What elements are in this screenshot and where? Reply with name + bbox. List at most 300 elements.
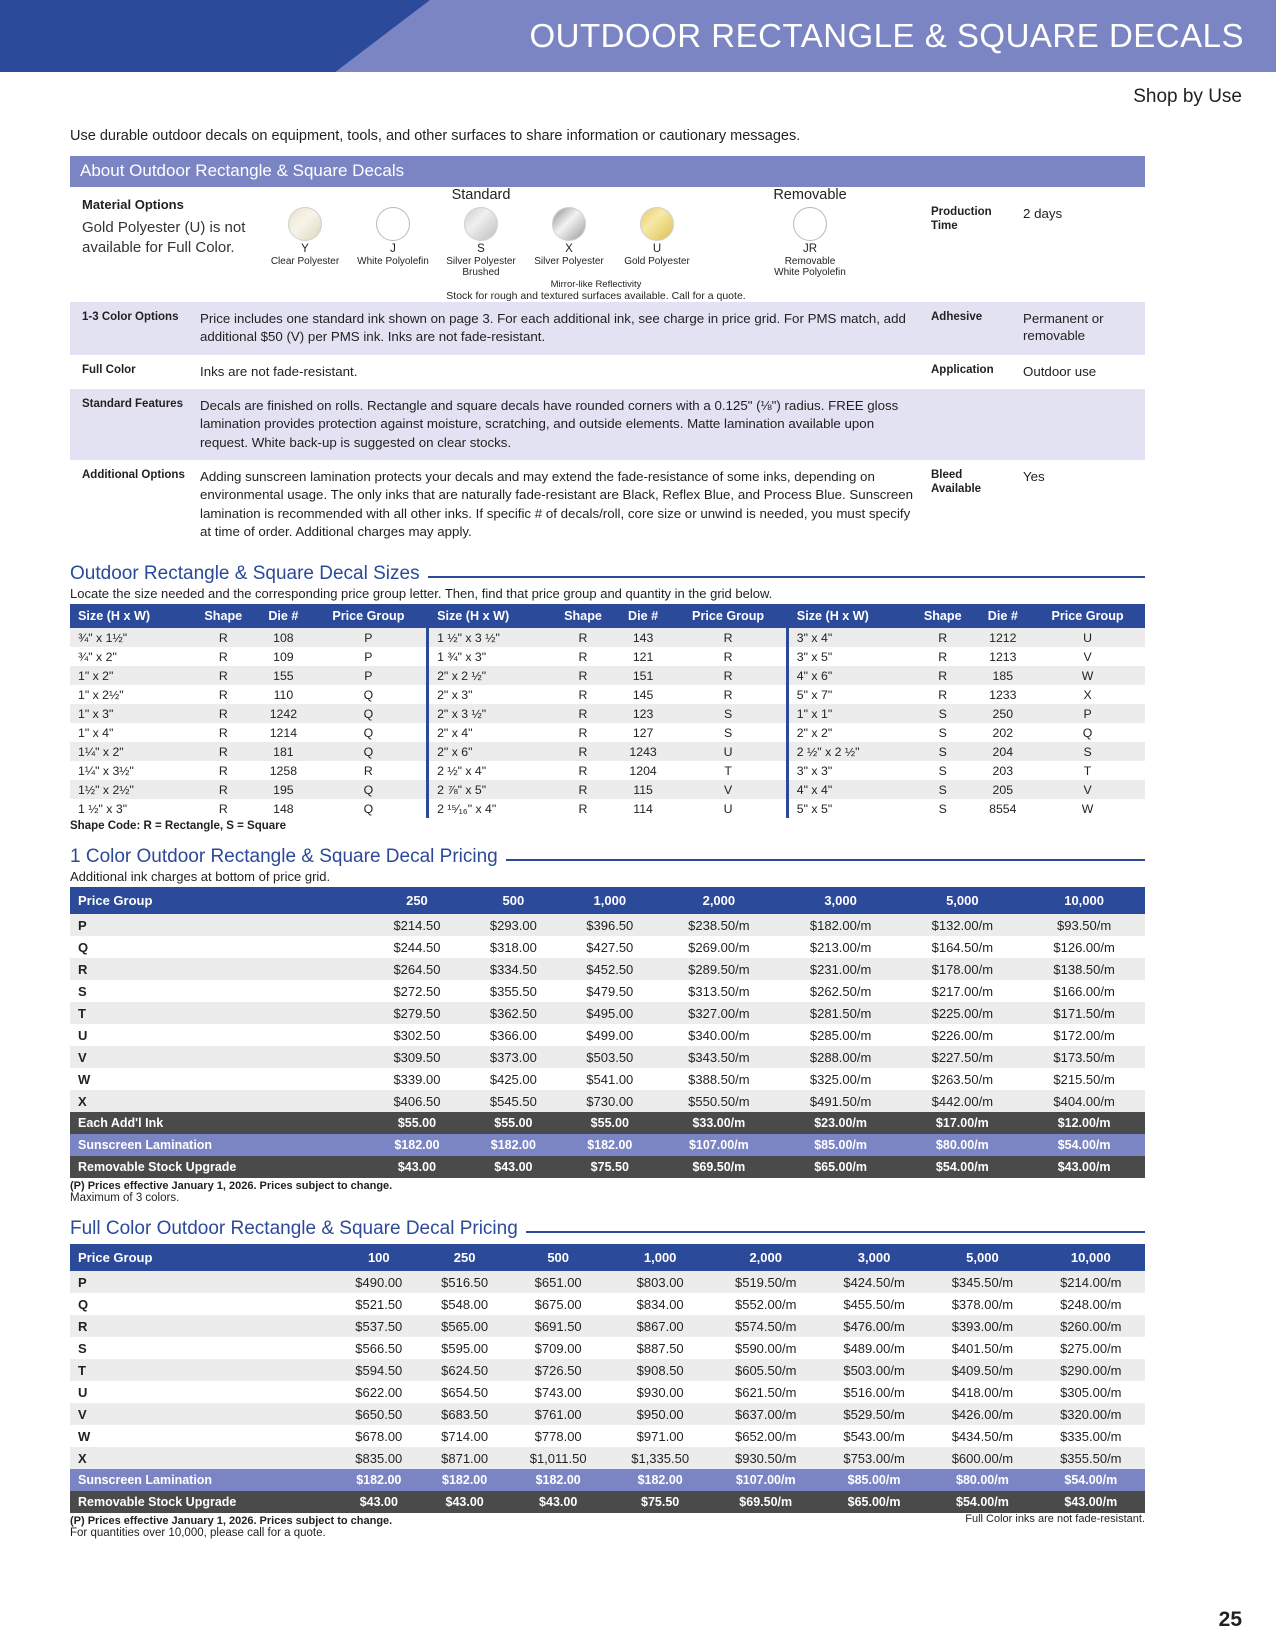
price-cell: $1,335.50 <box>631 1450 690 1466</box>
heading-rule <box>526 1231 1145 1233</box>
price-cell: $55.00 <box>369 1112 465 1134</box>
price-cell: $43.00 <box>508 1491 609 1513</box>
price-cell: $43.00 <box>336 1491 422 1513</box>
size-cell: R <box>218 763 228 778</box>
size-cell: R <box>578 649 588 664</box>
price-cell: $285.00/m <box>809 1027 872 1043</box>
price-cell: $971.00 <box>636 1428 684 1444</box>
about-row-value: Adding sunscreen lamination protects your decals and may extend the fade-resistance of some inks, depending on environmental usage. The only inks that are naturally fade-resistant are Black, Reflex Blue, and Process Blue. Sunscreen lamination is recommended with all other inks. If specific # of decals/roll, core size or unwind is needed, you must specify at time of order. Additional charges may apply. <box>200 469 914 540</box>
price-cell: $318.00 <box>489 939 537 955</box>
size-table-body <box>70 628 1145 818</box>
pricing-1color-subtext: Additional ink charges at bottom of price grid. <box>70 869 331 885</box>
size-cell: 1233 <box>989 687 1017 702</box>
size-cell: 203 <box>992 763 1014 778</box>
size-cell: V <box>723 782 733 797</box>
price-cell: $637.00/m <box>734 1406 797 1422</box>
shop-by-use-label: Shop by Use <box>1133 86 1242 107</box>
price-cell: P <box>78 917 87 933</box>
about-rows <box>70 302 1145 549</box>
size-cell: Q <box>1082 725 1093 740</box>
price-cell: Removable Stock Upgrade <box>70 1156 369 1178</box>
size-cell: 1" x 2" <box>78 668 114 683</box>
price-cell: $231.00/m <box>809 961 872 977</box>
price-cell: $678.00 <box>355 1428 403 1444</box>
price-cell: $182.00/m <box>809 917 872 933</box>
price-cell: $753.00/m <box>843 1450 905 1466</box>
about-row-right-value <box>1017 389 1145 460</box>
size-col-header: Shape <box>550 604 616 628</box>
price-cell: $55.00 <box>562 1112 658 1134</box>
price-cell: $503.50 <box>586 1049 634 1065</box>
material-swatch-u <box>619 207 695 278</box>
price-cell: $182.00 <box>336 1469 422 1491</box>
size-cell: R <box>938 687 948 702</box>
price-cell: $743.00 <box>534 1384 582 1400</box>
size-cell: 148 <box>273 801 294 816</box>
price-cell: U <box>78 1384 88 1400</box>
material-swatch-j <box>355 207 431 278</box>
price-col-header: 250 <box>369 887 465 914</box>
size-cell: U <box>1083 630 1092 645</box>
production-time-block <box>925 187 1145 302</box>
size-cell: 1½" x 2½" <box>78 782 134 797</box>
price-cell: Q <box>78 939 89 955</box>
price-cell: $269.00/m <box>688 939 750 955</box>
table-row <box>70 1381 1145 1403</box>
price-cell: $355.50 <box>489 983 537 999</box>
price-cell: $309.50 <box>393 1049 441 1065</box>
price-col-header: 500 <box>508 1244 609 1271</box>
price-cell: $107.00/m <box>712 1469 820 1491</box>
size-cell: 2 ½" x 4" <box>428 761 551 780</box>
price-cell: $650.50 <box>355 1406 403 1422</box>
price-cell: $54.00/m <box>901 1156 1023 1178</box>
table-row <box>70 1447 1145 1469</box>
size-cell: 2" x 2" <box>787 723 910 742</box>
size-cell: V <box>1083 782 1092 797</box>
material-options-panel <box>70 187 1145 302</box>
table-row <box>70 1315 1145 1337</box>
price-cell: $69.50/m <box>712 1491 820 1513</box>
size-cell: R <box>723 687 733 702</box>
about-row-label: Standard Features <box>82 398 183 411</box>
price-cell: $654.50 <box>441 1384 489 1400</box>
price-cell: $182.00 <box>465 1134 561 1156</box>
price-cell: $345.50/m <box>951 1274 1014 1290</box>
price-cell: $543.00/m <box>843 1428 905 1444</box>
price-cell: $406.50 <box>393 1093 441 1109</box>
size-cell: R <box>578 687 588 702</box>
swatch-name: Removable White Polyolefin <box>774 255 846 278</box>
swatch-name: White Polyolefin <box>357 255 429 267</box>
price-col-header: 2,000 <box>658 887 780 914</box>
size-cell: 2" x 3" <box>428 685 551 704</box>
price-cell: $476.00/m <box>843 1318 905 1334</box>
size-col-header: Die # <box>976 604 1031 628</box>
price-cell: $621.50/m <box>734 1384 797 1400</box>
size-cell: 202 <box>992 725 1014 740</box>
size-cell: S <box>938 801 947 816</box>
price-cell: $519.50/m <box>734 1274 797 1290</box>
price-cell: $495.00 <box>586 1005 634 1021</box>
size-cell: 114 <box>633 801 653 816</box>
price-cell: $43.00 <box>465 1156 561 1178</box>
price-cell: $378.00/m <box>951 1296 1014 1312</box>
price-cell: Sunscreen Lamination <box>70 1134 369 1156</box>
price-cell: $605.50/m <box>734 1362 797 1378</box>
price-cell: $565.00 <box>441 1318 489 1334</box>
size-col-header: Price Group <box>311 604 428 628</box>
price-cell: $54.00/m <box>928 1491 1036 1513</box>
size-cell: 5" x 7" <box>787 685 910 704</box>
price-cell: $930.00 <box>636 1384 684 1400</box>
price-cell: $479.50 <box>586 983 634 999</box>
size-cell: 143 <box>632 630 654 645</box>
size-table <box>70 604 1145 818</box>
price-cell: $427.50 <box>586 939 634 955</box>
price-cell: W <box>78 1071 91 1087</box>
price-cell: $182.00 <box>369 1134 465 1156</box>
size-cell: R <box>938 630 948 645</box>
table-row <box>70 914 1145 936</box>
size-cell: R <box>578 630 588 645</box>
table-row <box>70 780 1145 799</box>
swatch-circle-icon <box>464 207 498 241</box>
price-col-header: 100 <box>336 1244 422 1271</box>
price-cell: $340.00/m <box>688 1027 750 1043</box>
price-cell: $366.00 <box>489 1027 537 1043</box>
price-cell: $930.50/m <box>734 1450 797 1466</box>
size-cell: S <box>723 725 733 740</box>
price-cell: $85.00/m <box>780 1134 902 1156</box>
size-col-header: Die # <box>616 604 671 628</box>
material-swatch-y <box>267 207 343 278</box>
size-cell: 2 ½" x 2 ½" <box>787 742 910 761</box>
price-cell: $537.50 <box>355 1318 403 1334</box>
price-cell: $288.00/m <box>809 1049 872 1065</box>
price-cell: $545.50 <box>489 1093 537 1109</box>
price-cell: X <box>78 1450 87 1466</box>
size-cell: W <box>1081 668 1094 683</box>
size-cell: R <box>578 744 588 759</box>
size-cell: 1 ½" x 3 ½" <box>428 628 551 647</box>
pricing-1color-header-row <box>70 887 1145 914</box>
size-cell: R <box>578 763 588 778</box>
price-cell: $43.00 <box>422 1491 508 1513</box>
price-cell: $107.00/m <box>658 1134 780 1156</box>
about-row-value: Price includes one standard ink shown on page 3. For each additional ink, see charge in price grid. For PMS match, add additional $50 (V) per PMS ink. Inks are not fade-resistant. <box>200 311 906 345</box>
price-cell: $595.00 <box>441 1340 489 1356</box>
price-cell: $335.00/m <box>1060 1428 1122 1444</box>
size-cell: R <box>218 801 228 816</box>
price-cell: V <box>78 1406 87 1422</box>
price-cell: $215.50/m <box>1053 1071 1115 1087</box>
size-cell: S <box>938 706 947 721</box>
price-cell: $172.00/m <box>1053 1027 1115 1043</box>
size-cell: R <box>363 763 373 778</box>
price-cell: $803.00 <box>636 1274 684 1290</box>
table-row <box>70 1271 1145 1293</box>
about-row-value: Inks are not fade-resistant. <box>200 363 358 379</box>
table-row <box>70 628 1145 647</box>
material-options-text <box>70 187 267 302</box>
price-cell: $93.50/m <box>1057 917 1112 933</box>
pricing-1color-heading <box>70 846 1145 868</box>
price-cell: $491.50/m <box>809 1093 872 1109</box>
price-cell: $54.00/m <box>1037 1469 1145 1491</box>
size-cell: S <box>723 706 733 721</box>
price-cell: $293.00 <box>489 917 537 933</box>
price-cell: $334.50 <box>489 961 537 977</box>
size-cell: 185 <box>992 668 1014 683</box>
about-row-right-value: Outdoor use <box>1023 363 1097 379</box>
price-cell: U <box>78 1027 88 1043</box>
swatch-code: S <box>477 243 485 255</box>
size-cell: Q <box>363 801 374 816</box>
standard-group-label: Standard <box>451 187 511 203</box>
price-cell: $339.00 <box>393 1071 441 1087</box>
price-cell: $80.00/m <box>928 1469 1036 1491</box>
size-cell: 181 <box>273 744 294 759</box>
sizes-heading-text: Outdoor Rectangle & Square Decal Sizes <box>70 563 420 585</box>
size-cell: 1258 <box>269 763 298 778</box>
size-cell: 2" x 2 ½" <box>428 666 551 685</box>
about-row-value: Decals are finished on rolls. Rectangle and square decals have rounded corners with a 0.125" (⅛") radius. FREE gloss lamination provides protection against moisture, scratching, and outside elements. Matte lamination available upon request. White back-up is suggested on clear stocks. <box>200 398 899 450</box>
size-cell: Q <box>363 687 374 702</box>
price-cell: $138.50/m <box>1053 961 1115 977</box>
price-cell: $835.00 <box>355 1450 403 1466</box>
about-row-label: Additional Options <box>82 469 185 482</box>
price-cell: $594.50 <box>355 1362 403 1378</box>
swatch-name: Clear Polyester <box>270 255 340 267</box>
size-cell: Q <box>363 706 374 721</box>
price-cell: T <box>78 1005 86 1021</box>
price-col-header: 10,000 <box>1023 887 1145 914</box>
table-row <box>70 936 1145 958</box>
price-cell: $726.50 <box>534 1362 582 1378</box>
price-special-row <box>70 1112 1145 1134</box>
price-cell: Each Add'l Ink <box>70 1112 369 1134</box>
price-cell: $164.50/m <box>931 939 994 955</box>
about-row <box>70 302 1145 355</box>
price-cell: S <box>78 1340 87 1356</box>
price-cell: $503.00/m <box>843 1362 905 1378</box>
size-col-header: Size (H x W) <box>428 604 551 628</box>
material-options-label: Material Options <box>82 197 184 212</box>
about-row-right-value: Yes <box>1023 469 1045 485</box>
about-row-right-label: Adhesive <box>931 311 983 324</box>
about-row-right-label <box>925 389 1017 460</box>
price-cell: $600.00/m <box>951 1450 1014 1466</box>
about-row <box>70 389 1145 460</box>
table-row <box>70 980 1145 1002</box>
price-cell: $85.00/m <box>820 1469 928 1491</box>
size-cell: T <box>724 763 732 778</box>
size-cell: 145 <box>632 687 654 702</box>
price-cell: T <box>78 1362 86 1378</box>
price-cell: $302.50 <box>393 1027 441 1043</box>
price-cell: $214.00/m <box>1060 1274 1122 1290</box>
about-heading: About Outdoor Rectangle & Square Decals <box>70 156 1145 187</box>
price-cell: $424.50/m <box>843 1274 905 1290</box>
heading-rule <box>506 859 1145 861</box>
pricing-fullcolor-heading-text: Full Color Outdoor Rectangle & Square Decal Pricing <box>70 1218 518 1240</box>
price-cell: $54.00/m <box>1023 1134 1145 1156</box>
size-cell: 2 ¹⁵⁄₁₆" x 4" <box>428 799 551 818</box>
price-cell: $675.00 <box>534 1296 582 1312</box>
production-time-value: 2 days <box>1023 206 1063 221</box>
price-cell: $714.00 <box>441 1428 489 1444</box>
pricing-1color-table <box>70 887 1145 1178</box>
size-cell: 1213 <box>989 649 1017 664</box>
price-cell: $23.00/m <box>780 1112 902 1134</box>
size-cell: 4" x 4" <box>787 780 910 799</box>
about-row-right-label: Bleed Available <box>931 469 982 496</box>
price-cell: $320.00/m <box>1060 1406 1122 1422</box>
price-cell: $362.50 <box>489 1005 537 1021</box>
size-cell: P <box>364 649 373 664</box>
size-cell: R <box>723 630 733 645</box>
swatch-code: X <box>565 243 573 255</box>
price-cell: $166.00/m <box>1053 983 1115 999</box>
price-cell: $214.50 <box>393 917 441 933</box>
price-cell: $182.00 <box>508 1469 609 1491</box>
size-cell: 1 ¾" x 3" <box>428 647 551 666</box>
size-table-header-row <box>70 604 1145 628</box>
price-cell: $290.00/m <box>1060 1362 1122 1378</box>
price-cell: $313.50/m <box>688 983 750 999</box>
about-row-label: 1-3 Color Options <box>82 311 179 324</box>
size-cell: 1 ½" x 3" <box>78 801 128 816</box>
price-cell: $550.50/m <box>688 1093 750 1109</box>
size-cell: R <box>218 706 228 721</box>
price-cell: $455.50/m <box>843 1296 905 1312</box>
size-cell: R <box>723 668 733 683</box>
price-cell: $305.00/m <box>1060 1384 1122 1400</box>
size-cell: 2 ⅞" x 5" <box>428 780 551 799</box>
price-cell: $17.00/m <box>901 1112 1023 1134</box>
size-col-header: Die # <box>256 604 311 628</box>
table-row <box>70 1024 1145 1046</box>
size-col-header: Size (H x W) <box>70 604 190 628</box>
price-cell: $574.50/m <box>734 1318 797 1334</box>
material-swatch-s <box>443 207 519 278</box>
heading-rule <box>428 576 1145 578</box>
price-cell: $761.00 <box>534 1406 582 1422</box>
size-cell: 1242 <box>269 706 298 721</box>
table-row <box>70 1293 1145 1315</box>
price-col-header: 500 <box>465 887 561 914</box>
pricing-fullcolor-body <box>70 1271 1145 1513</box>
size-cell: R <box>218 725 228 740</box>
pricing-fullcolor-heading <box>70 1218 1145 1240</box>
price-cell: $552.00/m <box>734 1296 797 1312</box>
size-cell: R <box>578 668 588 683</box>
swatch-circle-icon <box>552 207 586 241</box>
table-row <box>70 958 1145 980</box>
price-cell: $908.50 <box>636 1362 684 1378</box>
swatch-name: Silver Polyester <box>534 255 604 267</box>
about-row-right-label: Application <box>931 363 994 376</box>
table-row <box>70 1068 1145 1090</box>
size-cell: 1243 <box>629 744 657 759</box>
price-cell: $75.50 <box>562 1156 658 1178</box>
price-cell: $516.50 <box>441 1274 489 1290</box>
price-cell: $529.50/m <box>843 1406 905 1422</box>
price-cell: $590.00/m <box>734 1340 797 1356</box>
price-cell: $244.50 <box>393 939 441 955</box>
price-cell: $227.50/m <box>931 1049 994 1065</box>
price-cell: $548.00 <box>441 1296 489 1312</box>
size-cell: 115 <box>633 782 653 797</box>
size-cell: 5" x 5" <box>787 799 910 818</box>
pricing-1color-footnote-1: (P) Prices effective January 1, 2026. Prices subject to change. <box>70 1180 393 1193</box>
size-cell: 155 <box>273 668 294 683</box>
size-cell: 1" x 3" <box>78 706 114 721</box>
price-cell: $213.00/m <box>809 939 872 955</box>
table-row <box>70 761 1145 780</box>
table-row <box>70 647 1145 666</box>
price-col-header: 3,000 <box>780 887 902 914</box>
price-col-header: 5,000 <box>901 887 1023 914</box>
material-swatch-x <box>531 207 607 278</box>
size-cell: U <box>723 801 733 816</box>
price-cell: $425.00 <box>489 1071 537 1087</box>
size-cell: Q <box>363 725 374 740</box>
price-cell: $217.00/m <box>931 983 994 999</box>
size-cell: ¾" x 1½" <box>78 630 128 645</box>
size-col-header: Shape <box>910 604 976 628</box>
price-cell: $566.50 <box>355 1340 403 1356</box>
price-cell: $434.50/m <box>951 1428 1014 1444</box>
price-cell: $709.00 <box>534 1340 582 1356</box>
price-special-row <box>70 1491 1145 1513</box>
stock-note: Stock for rough and textured surfaces available. Call for a quote. <box>446 290 746 303</box>
swatch-code: U <box>652 243 662 255</box>
price-cell: $834.00 <box>636 1296 684 1312</box>
price-cell: $260.00/m <box>1060 1318 1122 1334</box>
shape-code-note: Shape Code: R = Rectangle, S = Square <box>70 820 287 833</box>
price-cell: $65.00/m <box>820 1491 928 1513</box>
size-cell: 108 <box>273 630 294 645</box>
size-cell: R <box>938 668 948 683</box>
price-col-header: 1,000 <box>562 887 658 914</box>
size-cell: R <box>218 687 228 702</box>
price-cell: X <box>78 1093 87 1109</box>
size-cell: 3" x 5" <box>787 647 910 666</box>
price-cell: V <box>78 1049 87 1065</box>
price-cell: $867.00 <box>636 1318 684 1334</box>
price-cell: $393.00/m <box>951 1318 1014 1334</box>
size-cell: R <box>578 801 588 816</box>
size-cell: V <box>1083 649 1092 664</box>
price-cell: $289.50/m <box>688 961 750 977</box>
size-cell: 127 <box>632 725 654 740</box>
size-cell: ¾" x 2" <box>78 649 117 664</box>
price-cell: $275.00/m <box>1060 1340 1122 1356</box>
size-cell: 3" x 3" <box>787 761 910 780</box>
pricing-fullcolor-table <box>70 1244 1145 1513</box>
size-cell: S <box>938 725 947 740</box>
size-cell: 151 <box>632 668 654 683</box>
price-cell: $691.50 <box>534 1318 582 1334</box>
price-cell: $132.00/m <box>931 917 994 933</box>
about-row <box>70 355 1145 389</box>
table-row <box>70 742 1145 761</box>
price-cell: Removable Stock Upgrade <box>70 1491 336 1513</box>
swatch-circle-icon <box>376 207 410 241</box>
pricing-fullcolor-footnote-right: Full Color inks are not fade-resistant. <box>965 1513 1145 1526</box>
